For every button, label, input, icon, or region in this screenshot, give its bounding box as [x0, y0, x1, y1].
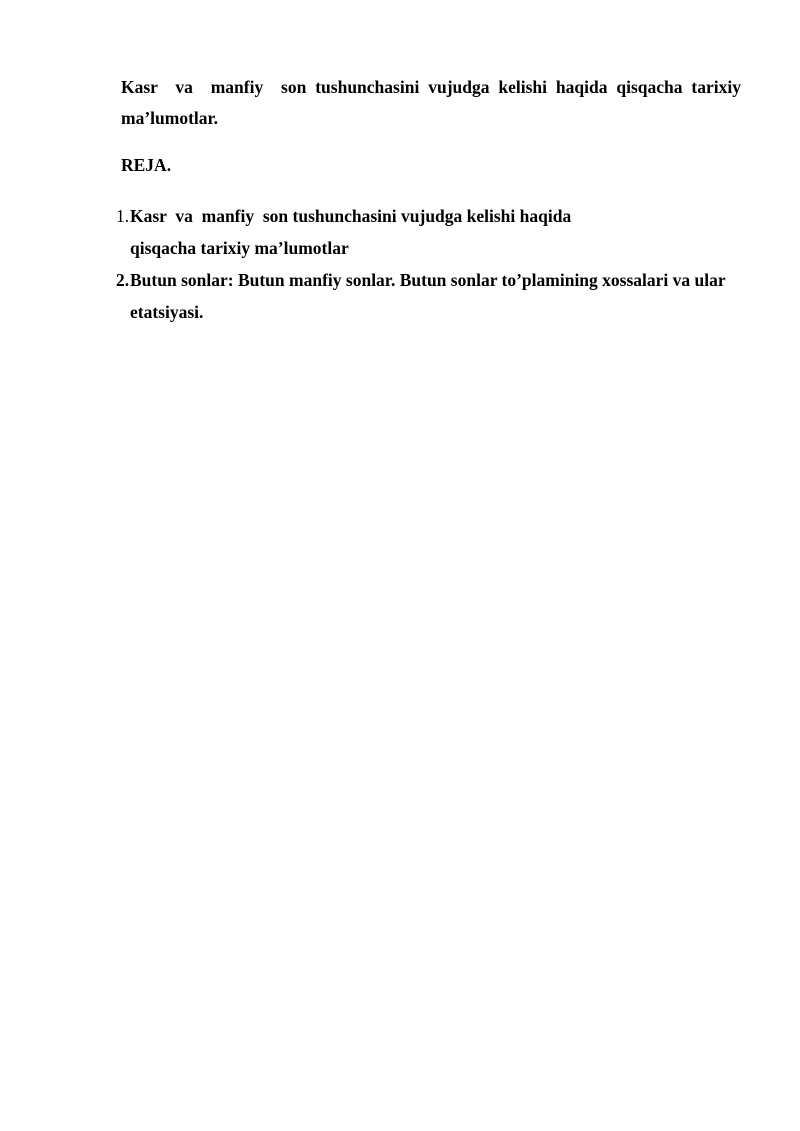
plan-item-number: 1.: [116, 206, 130, 226]
plan-item: [116, 200, 746, 264]
plan-item-text: Kasr va manfiy son tushunchasini vujudga kelishi haqida qisqacha tarixiy ma’lumotlar: [130, 206, 576, 258]
plan-heading: REJA.: [121, 155, 172, 175]
plan-item-number: 2.: [116, 270, 130, 290]
plan-item-text: Butun sonlar: Butun manfiy sonlar. Butun sonlar to’plamining xossalari va ular etatsiyasi.: [130, 270, 730, 322]
plan-list: [116, 200, 746, 328]
plan-item: [116, 264, 746, 328]
document-title: Kasr va manfiy son tushunchasini vujudga kelishi haqida qisqacha tarixiy ma’lumotlar.: [121, 77, 746, 128]
